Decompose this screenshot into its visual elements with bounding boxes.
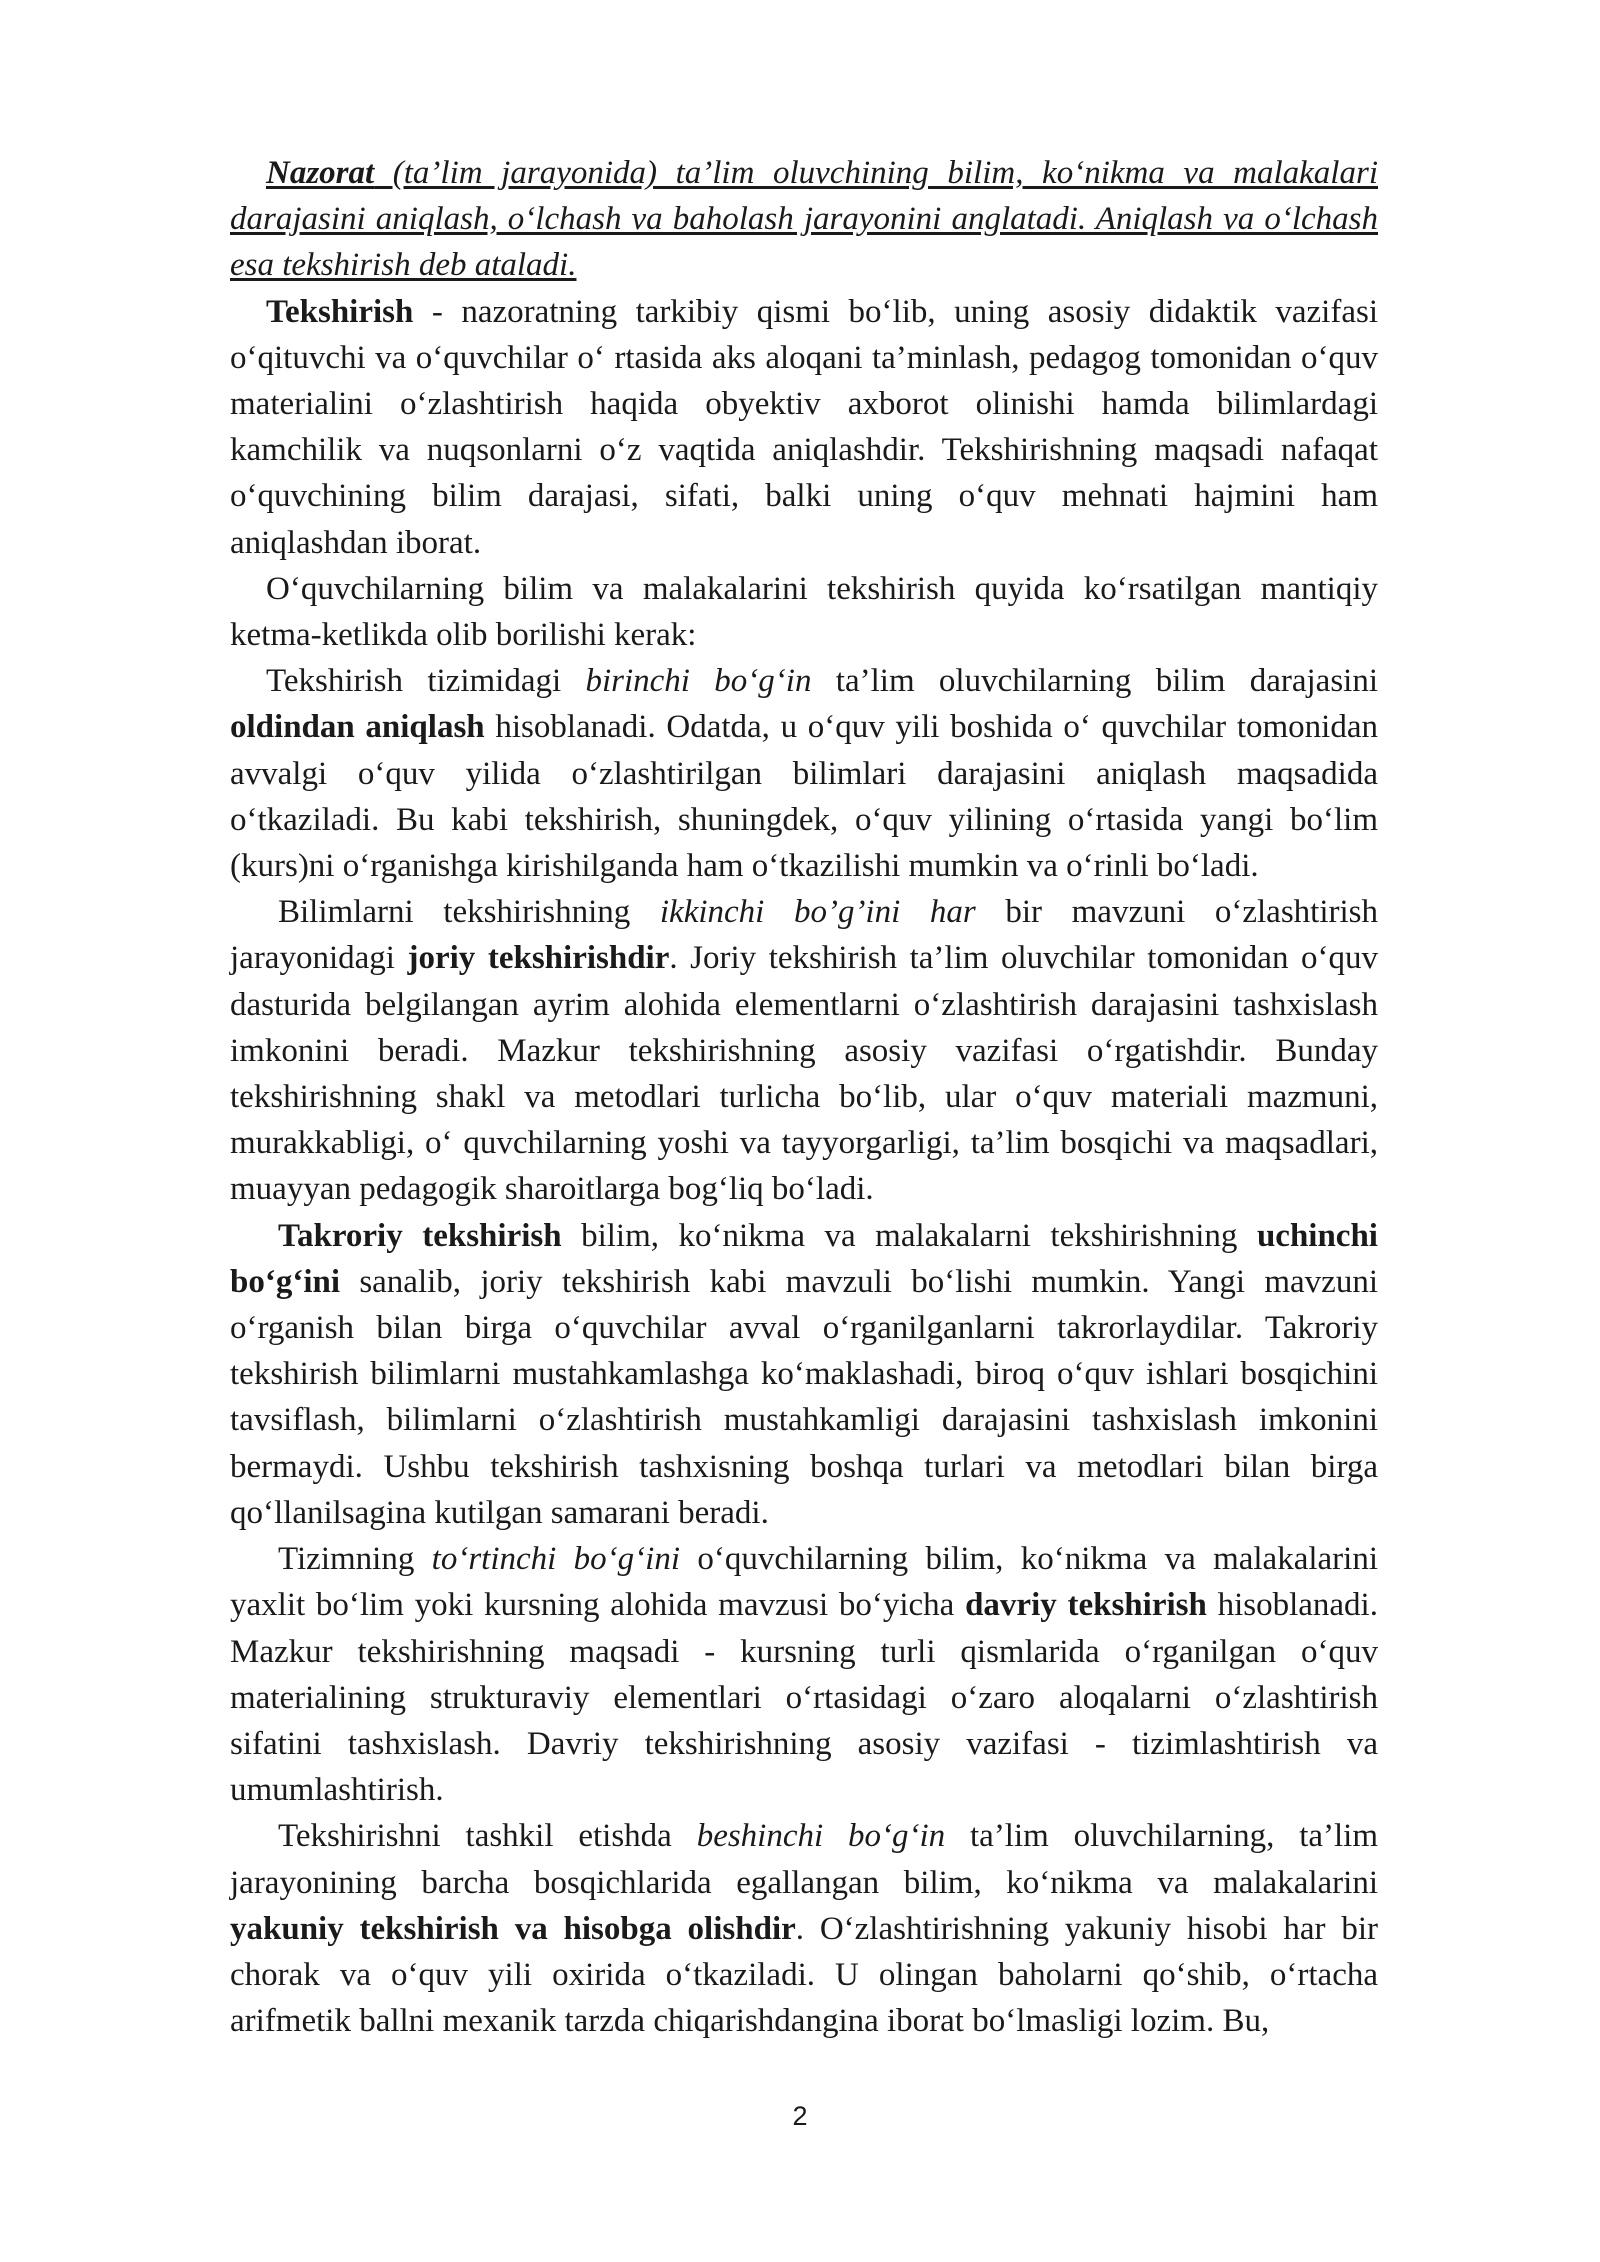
- text-run: Tizimning: [278, 1541, 432, 1578]
- text-run: o‘quvchilarning bilim, ko‘nikma va malakalarini yaxlit bo‘lim yoki kursning alohida mavzusi bo‘yicha: [230, 1541, 1378, 1624]
- text-run: ta’lim oluvchilarning bilim darajasini: [811, 663, 1378, 700]
- italic-text: (ta’lim jarayonida) ta’lim oluvchining bilim, ko‘nikma va malakalari darajasini aniqlash, o‘lchash va baholash jarayonini anglatadi. Aniqlash va o‘lchash esa tekshirish deb ataladi.: [230, 155, 1378, 284]
- document-body: [230, 150, 1378, 2044]
- bold-term: oldindan aniqlash: [230, 709, 485, 746]
- text-run: Tekshirishni tashkil etishda: [278, 1818, 697, 1855]
- text-run: bilim, ko‘nikma va malakalarni tekshirishning: [561, 1217, 1257, 1254]
- bold-term: uchinchi bo‘g‘ini: [230, 1217, 1378, 1300]
- italic-text: birinchi bo‘g‘in: [585, 663, 812, 700]
- text-run: Tekshirish tizimidagi: [266, 663, 586, 700]
- bold-term: joriy tekshirishdir: [407, 940, 670, 977]
- page-number: 2: [792, 2101, 808, 2131]
- text-run: hisoblanadi. Odatda, u o‘quv yili boshida o‘ quvchilar tomonidan avvalgi o‘quv yilida o‘zlashtirilgan bilimlari darajasini aniqlash maqsadida o‘tkaziladi. Bu kabi tekshirish, shuningdek, o‘quv yilining o‘rtasida yangi bo‘lim (kurs)ni o‘rganishga kirishilganda ham o‘tkazilishi mumkin va o‘rinli bo‘ladi.: [230, 709, 1378, 885]
- italic-text: to‘rtinchi bo‘g‘ini: [431, 1541, 680, 1578]
- text-run: hisoblanadi. Mazkur tekshirishning maqsadi - kursning turli qismlarida o‘rganilgan o‘quv materialining strukturaviy elementlari o‘rtasidagi o‘zaro aloqalarni o‘zlashtirish sifatini tashxislash. Davriy tekshirishning asosiy vazifasi - tizimlashtirish va umumlashtirish.: [230, 1587, 1378, 1809]
- paragraph: [230, 1813, 1378, 2044]
- bold-term: davriy tekshirish: [965, 1587, 1207, 1624]
- bold-term: Nazorat: [266, 155, 375, 191]
- text-run: - nazoratning tarkibiy qismi bo‘lib, uning asosiy didaktik vazifasi o‘qituvchi va o‘quvchilar o‘ rtasida aks aloqani ta’minlash, pedagog tomonidan o‘quv materialini o‘zlashtirish haqida obyektiv axborot olinishi hamda bilimlardagi kamchilik va nuqsonlarni o‘z vaqtida aniqlashdir. Tekshirishning maqsadi nafaqat o‘quvchining bilim darajasi, sifati, balki uning o‘quv mehnati hajmini ham aniqlashdan iborat.: [230, 293, 1378, 561]
- text-run: sanalib, joriy tekshirish kabi mavzuli bo‘lishi mumkin. Yangi mavzuni o‘rganish bilan birga o‘quvchilar avval o‘rganilganlarni takrorlaydilar. Takroriy tekshirish bilimlarni mustahkamlashga ko‘maklashadi, biroq o‘quv ishlari bosqichini tavsiflash, bilimlarni o‘zlashtirish mustahkamligi darajasini tashxislash imkonini bermaydi. Ushbu tekshirish tashxisning boshqa turlari va metodlari bilan birga qo‘llanilsagina kutilgan samarani beradi.: [230, 1263, 1378, 1531]
- paragraph: [230, 566, 1378, 658]
- paragraph: [230, 1213, 1378, 1536]
- text-run: Bilimlarni tekshirishning: [278, 894, 660, 931]
- italic-text: beshinchi bo‘g‘in: [696, 1818, 946, 1855]
- text-run: bir mavzuni o‘zlashtirish jarayonidagi: [230, 894, 1379, 977]
- text-run: . Joriy tekshirish ta’lim oluvchilar tomonidan o‘quv dasturida belgilangan ayrim alohida elementlarni o‘zlashtirish darajasini tashxislash imkonini beradi. Mazkur tekshirishning asosiy vazifasi o‘rgatishdir. Bunday tekshirishning shakl va metodlari turlicha bo‘lib, ular o‘quv materiali mazmuni, murakkabligi, o‘ quvchilarning yoshi va tayyorgarligi, ta’lim bosqichi va maqsadlari, muayyan pedagogik sharoitlarga bog‘liq bo‘ladi.: [230, 940, 1378, 1208]
- text-run: O‘quvchilarning bilim va malakalarini tekshirish quyida ko‘rsatilgan mantiqiy ketma-ketlikda olib borilishi kerak:: [230, 570, 1378, 654]
- paragraph: [230, 150, 1378, 289]
- paragraph: [230, 658, 1378, 889]
- italic-text: ikkinchi bo’g’ini har: [659, 894, 976, 931]
- bold-term: Takroriy tekshirish: [278, 1217, 562, 1254]
- text-run: . O‘zlashtirishning yakuniy hisobi har bir chorak va o‘quv yili oxirida o‘tkaziladi. U olingan baholarni qo‘shib, o‘rtacha arifmetik ballni mexanik tarzda chiqarishdangina iborat bo‘lmasligi lozim. Bu,: [230, 1910, 1378, 2040]
- paragraph: [230, 1536, 1378, 1813]
- paragraph: [230, 289, 1378, 566]
- paragraph: [230, 889, 1378, 1212]
- bold-term: yakuniy tekshirish va hisobga olishdir: [230, 1910, 796, 1947]
- text-run: ta’lim oluvchilarning, ta’lim jarayonining barcha bosqichlarida egallangan bilim, ko‘nikma va malakalarini: [230, 1818, 1379, 1901]
- bold-term: Tekshirish: [266, 293, 414, 330]
